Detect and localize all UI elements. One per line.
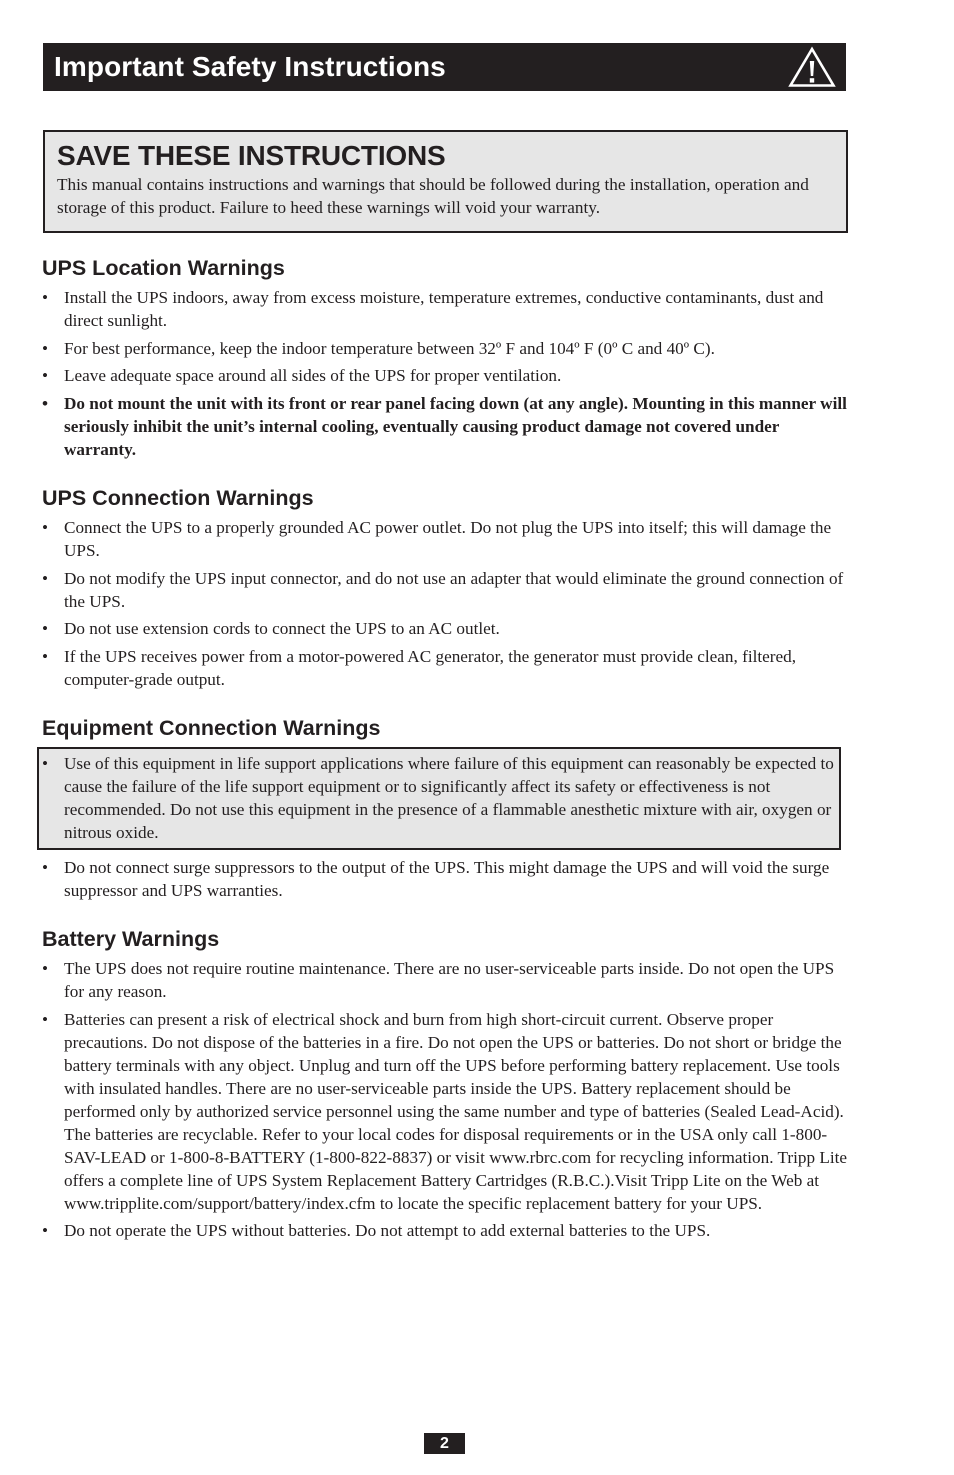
list-item (42, 516, 848, 562)
bullet-dot: • (42, 959, 49, 978)
list-item-text: Use of this equipment in life support applications where failure of this equipment can reasonably be expected to cause the failure of the life support equipment or to significantly affect its safety or effectiveness is not recommended. Do not use this equipment in the presence of a flammable anesthetic mixture with air, oxygen or nitrous oxide. (64, 754, 834, 842)
list-item-text: Do not connect surge suppressors to the output of the UPS. This might damage the UPS and will void the surge suppressor and UPS warranties. (64, 858, 830, 900)
list-item (42, 1219, 848, 1242)
bullet-dot: • (42, 518, 49, 537)
list-item-text: The UPS does not require routine maintenance. There are no user-serviceable parts inside. Do not open the UPS for any reason. (64, 959, 835, 1001)
bullet-dot: • (42, 754, 49, 773)
list-item (42, 617, 848, 640)
bullet-dot: • (42, 1221, 49, 1240)
list-item-text: Install the UPS indoors, away from excess moisture, temperature extremes, conductive contaminants, dust and direct sunlight. (64, 288, 824, 330)
battery-warnings-list (42, 957, 848, 1242)
connection-warnings-heading: UPS Connection Warnings (42, 486, 314, 510)
list-item-text: Do not use extension cords to connect the UPS to an AC outlet. (64, 619, 500, 638)
list-item (42, 337, 848, 360)
list-item-text: Leave adequate space around all sides of the UPS for proper ventilation. (64, 366, 562, 385)
bullet-dot: • (42, 1009, 49, 1029)
save-instructions-box (43, 130, 848, 233)
list-item-text: Do not mount the unit with its front or rear panel facing down (at any angle). Mounting in this manner will seriously inhibit the unit’s internal cooling, eventually causing product damage not covered under warranty. (64, 393, 847, 459)
location-warnings-list (42, 286, 848, 461)
list-item-text: Do not modify the UPS input connector, and do not use an adapter that would eliminate the ground connection of the UPS. (64, 568, 844, 611)
bullet-dot: • (42, 646, 49, 666)
list-item (42, 752, 834, 844)
list-item (42, 286, 848, 332)
bullet-dot: • (42, 366, 49, 385)
list-item (42, 567, 848, 613)
battery-warnings-heading: Battery Warnings (42, 927, 220, 951)
save-instructions-title: SAVE THESE INSTRUCTIONS (57, 140, 446, 171)
list-item (42, 364, 848, 387)
list-item-text: Do not operate the UPS without batteries. Do not attempt to add external batteries to the UPS. (64, 1221, 711, 1240)
list-item (42, 1008, 848, 1215)
list-item-text: For best performance, keep the indoor temperature between 32º F and 104º F (0º C and 40º C). (64, 338, 715, 358)
bullet-dot: • (42, 393, 49, 413)
safety-banner (43, 43, 846, 91)
bullet-dot: • (42, 858, 49, 877)
list-item (42, 645, 848, 691)
life-support-warning-box (37, 747, 841, 850)
bullet-dot: • (42, 568, 49, 588)
banner-title: Important Safety Instructions (54, 51, 446, 82)
list-item-text: If the UPS receives power from a motor-powered AC generator, the generator must provide clean, filtered, computer-grade output. (64, 646, 797, 689)
list-item (42, 856, 848, 902)
connection-warnings-list (42, 516, 848, 691)
bullet-dot: • (42, 619, 49, 638)
equipment-warnings-heading: Equipment Connection Warnings (42, 716, 381, 740)
location-warnings-heading: UPS Location Warnings (42, 256, 285, 280)
list-item (42, 392, 848, 461)
bullet-dot: • (42, 338, 49, 358)
equipment-warnings-list (42, 856, 848, 902)
list-item-text: Batteries can present a risk of electrical shock and burn from high short-circuit current. Observe proper precautions. Do not dispose of the batteries in a fire. Do not open the UPS or batteries. Do not short or bridge the battery terminals with any object. Unplug and turn off the UPS before performing battery replacement. Use tools with insulated handles. There are no user-serviceable parts inside the UPS. Battery replacement should be performed only by authorized service personnel using the same number and type of batteries (Sealed Lead-Acid). The batteries are recyclable. Refer to your local codes for disposal requirements or in the USA only call 1-800-SAV-LEAD or 1-800-8-BATTERY (1-800-822-8837) or visit www.rbrc.com for recycling information. Tripp Lite offers a complete line of UPS System Replacement Battery Cartridges (R.B.C.).Visit Tripp Lite on the Web at www.tripplite.com/support/battery/index.cfm to locate the specific replacement battery for your UPS. (64, 1009, 848, 1213)
page-number: 2 (424, 1433, 465, 1454)
list-item-text: Connect the UPS to a properly grounded AC power outlet. Do not plug the UPS into itself; this will damage the UPS. (64, 518, 832, 560)
bullet-dot: • (42, 288, 49, 307)
warning-triangle-icon (788, 46, 836, 88)
save-instructions-text: This manual contains instructions and warnings that should be followed during the installation, operation and storage of this product. Failure to heed these warnings will void your warranty. (57, 175, 809, 217)
list-item (42, 957, 848, 1003)
